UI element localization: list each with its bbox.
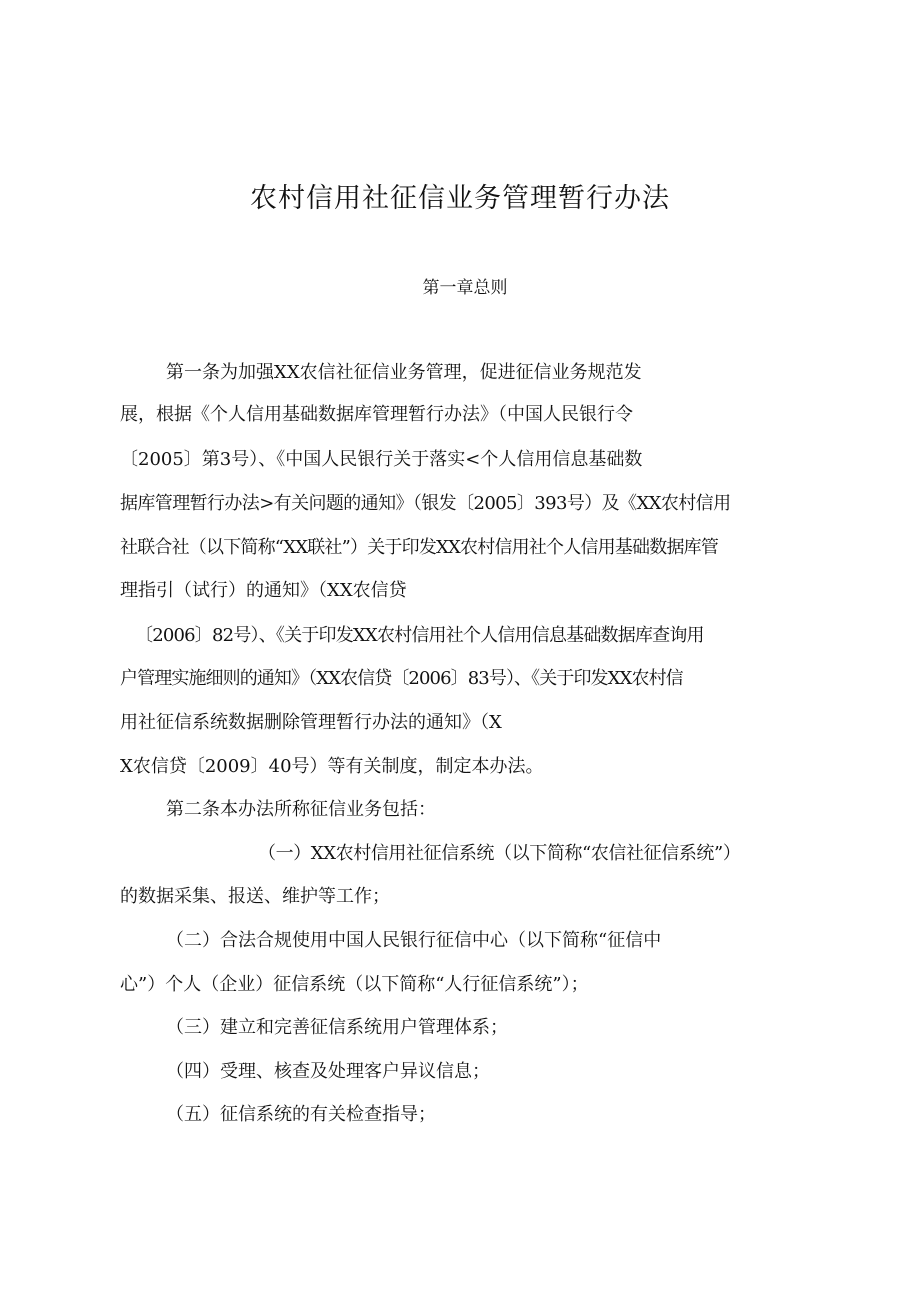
paragraph-line: X农信贷〔2009〕40号）等有关制度，制定本办法。 [120,756,544,777]
paragraph-line: 〔2005〕第3号）、《中国人民银行关于落实<个人信用信息基础数 [120,449,643,470]
paragraph-line: 用社征信系统数据删除管理暂行办法的通知》（X [120,712,502,733]
document-title: 农村信用社征信业务管理暂行办法 [250,183,670,214]
paragraph-line: 据库管理暂行办法>有关问题的通知》（银发〔2005〕393号）及《XX农村信用 [120,493,731,514]
paragraph-line: （四）受理、核查及处理客户异议信息； [166,1061,490,1082]
paragraph-line: （三）建立和完善征信系统用户管理体系； [166,1017,508,1038]
paragraph-line: （五）征信系统的有关检查指导； [166,1104,436,1125]
paragraph-line: 第一条为加强XX农信社征信业务管理，促进征信业务规范发 [166,362,642,383]
chapter-heading: 第一章总则 [422,278,508,298]
paragraph-line: 第二条本办法所称征信业务包括： [166,799,436,820]
paragraph-line: 〔2006〕82号）、《关于印发XX农村信用社个人信用信息基础数据库查询用 [135,625,704,646]
paragraph-line: 的数据采集、报送、维护等工作； [120,886,390,907]
paragraph-line: 户管理实施细则的通知》（XX农信贷〔2006〕83号）、《关于印发XX农村信 [120,668,683,689]
paragraph-line: （一）XX农村信用社征信系统（以下简称“农信社征信系统”） [258,843,741,864]
paragraph-line: 心”）个人（企业）征信系统（以下简称“人行征信系统”）； [120,974,589,995]
paragraph-line: （二）合法合规使用中国人民银行征信中心（以下简称“征信中 [166,930,662,951]
paragraph-line: 理指引（试行）的通知》（XX农信贷 [120,580,407,601]
paragraph-line: 社联合社（以下简称“XX联社”）关于印发XX农村信用社个人信用基础数据库管 [120,537,719,558]
paragraph-line: 展，根据《个人信用基础数据库管理暂行办法》（中国人民银行令 [120,404,633,425]
